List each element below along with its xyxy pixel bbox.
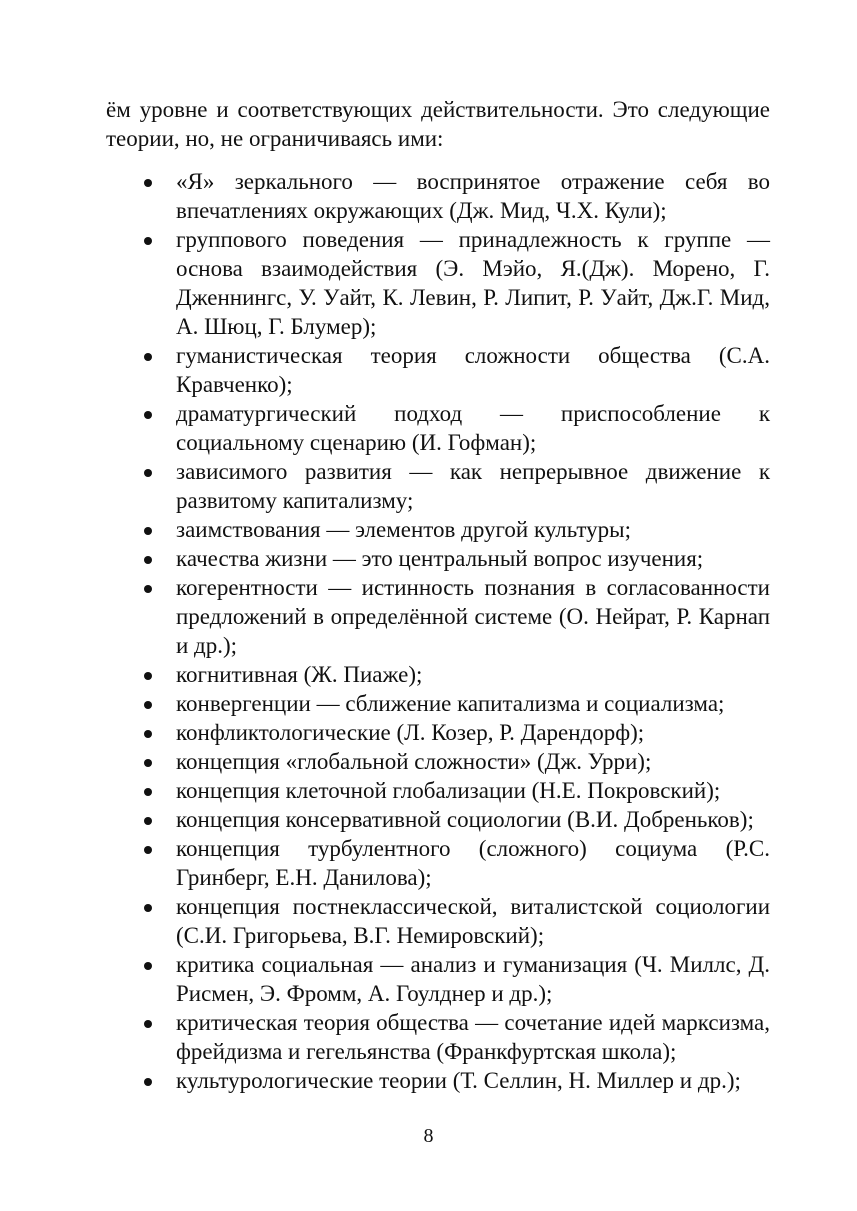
list-item bbox=[106, 1066, 770, 1095]
bullet-icon bbox=[144, 701, 152, 709]
list-item-text: культурологические теории (Т. Селлин, Н. Миллер и др.); bbox=[176, 1068, 741, 1093]
list-item bbox=[106, 718, 770, 747]
list-item bbox=[106, 167, 770, 225]
bullet-icon bbox=[144, 817, 152, 825]
list-item bbox=[106, 950, 770, 1008]
bullet-icon bbox=[144, 585, 152, 593]
list-item bbox=[106, 225, 770, 341]
list-item bbox=[106, 457, 770, 515]
bullet-icon bbox=[144, 730, 152, 738]
list-item-text: концепция «глобальной сложности» (Дж. Урри); bbox=[176, 749, 652, 774]
bullet-icon bbox=[144, 759, 152, 767]
bullet-icon bbox=[144, 556, 152, 564]
list-item bbox=[106, 747, 770, 776]
bullet-icon bbox=[144, 672, 152, 680]
theory-list bbox=[106, 167, 770, 1095]
list-item-text: «Я» зеркального — воспринятое отражение себя во впечатлениях окружающих (Дж. Мид, Ч.Х. Кули); bbox=[176, 169, 770, 223]
list-item-text: концепция турбулентного (сложного) социума (Р.С. Гринберг, Е.Н. Данилова); bbox=[176, 836, 770, 890]
list-item bbox=[106, 689, 770, 718]
list-item bbox=[106, 341, 770, 399]
list-item bbox=[106, 1008, 770, 1066]
bullet-icon bbox=[144, 846, 152, 854]
list-item-text: драматургический подход — приспособление к социальному сценарию (И. Гофман); bbox=[176, 401, 770, 455]
list-item-text: концепция консервативной социологии (В.И. Добреньков); bbox=[176, 807, 754, 832]
list-item bbox=[106, 834, 770, 892]
list-item-text: когнитивная (Ж. Пиаже); bbox=[176, 662, 423, 687]
list-item bbox=[106, 573, 770, 660]
list-item-text: конфликтологические (Л. Козер, Р. Дарендорф); bbox=[176, 720, 645, 745]
bullet-icon bbox=[144, 1078, 152, 1086]
list-item-text: конвергенции — сближение капитализма и социализма; bbox=[176, 691, 725, 716]
bullet-icon bbox=[144, 179, 152, 187]
list-item bbox=[106, 660, 770, 689]
list-item bbox=[106, 515, 770, 544]
bullet-icon bbox=[144, 469, 152, 477]
list-item-text: критическая теория общества — сочетание идей марксизма, фрейдизма и гегельянства (Франкфуртская школа); bbox=[176, 1010, 770, 1064]
list-item bbox=[106, 399, 770, 457]
page-number: 8 bbox=[423, 1125, 434, 1147]
bullet-icon bbox=[144, 411, 152, 419]
list-item-text: гуманистическая теория сложности общества (С.А. Кравченко); bbox=[176, 343, 770, 397]
list-item bbox=[106, 544, 770, 573]
bullet-icon bbox=[144, 527, 152, 535]
intro-paragraph: ём уровне и соответствующих действительности. Это следующие теории, но, не ограничиваясь ими: bbox=[106, 97, 770, 151]
list-item-text: когерентности — истинность познания в согласованности предложений в определённой системе (О. Нейрат, Р. Карнап и др.); bbox=[176, 575, 770, 658]
list-item-text: концепция клеточной глобализации (Н.Е. Покровский); bbox=[176, 778, 721, 803]
list-item bbox=[106, 892, 770, 950]
bullet-icon bbox=[144, 788, 152, 796]
list-item-text: группового поведения — принадлежность к группе — основа взаимодействия (Э. Мэйо, Я.(Дж). Морено, Г. Дженнингс, У. Уайт, К. Левин, Р. Липит, Р. Уайт, Дж.Г. Мид, А. Шюц, Г. Блумер); bbox=[176, 227, 770, 339]
bullet-icon bbox=[144, 904, 152, 912]
bullet-icon bbox=[144, 1020, 152, 1028]
bullet-icon bbox=[144, 962, 152, 970]
list-item-text: качества жизни — это центральный вопрос изучения; bbox=[176, 546, 704, 571]
list-item-text: заимствования — элементов другой культуры; bbox=[176, 517, 631, 542]
list-item bbox=[106, 805, 770, 834]
list-item bbox=[106, 776, 770, 805]
list-item-text: критика социальная — анализ и гуманизация (Ч. Миллс, Д. Рисмен, Э. Фромм, А. Гоулднер и др.); bbox=[176, 952, 770, 1006]
list-item-text: зависимого развития — как непрерывное движение к развитому капитализму; bbox=[176, 459, 770, 513]
list-item-text: концепция постнеклассической, виталистской социологии (С.И. Григорьева, В.Г. Немировский); bbox=[176, 894, 770, 948]
text-block bbox=[106, 95, 770, 1095]
bullet-icon bbox=[144, 237, 152, 245]
bullet-icon bbox=[144, 353, 152, 361]
